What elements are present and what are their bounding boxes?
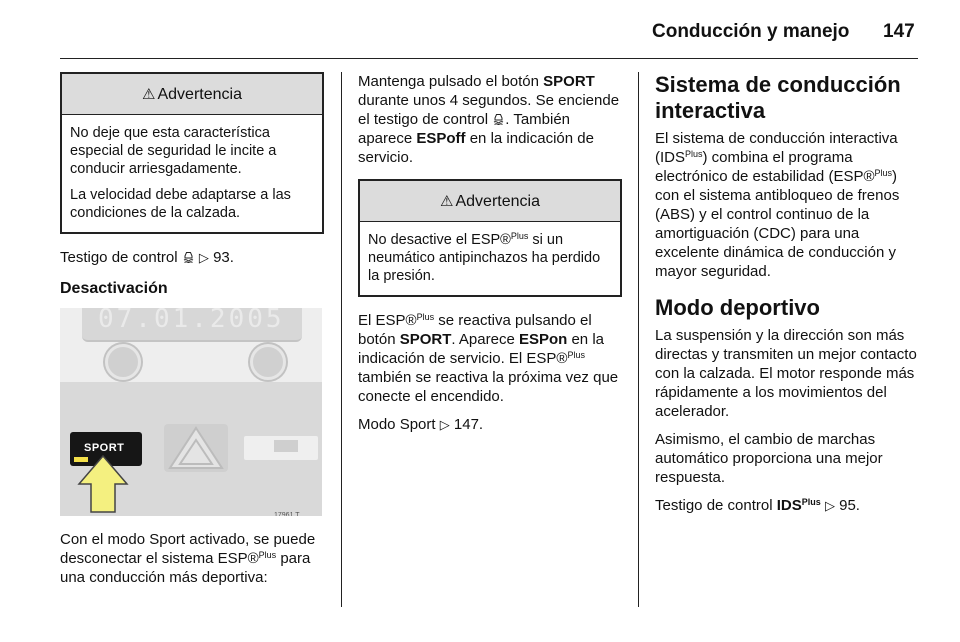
plus-sup: Plus — [801, 497, 821, 507]
ids-b: ) combina el programa electrónico de estabilidad (ESP® — [655, 149, 875, 185]
warning-triangle-icon: ⚠ — [440, 192, 454, 210]
modo-sport-ref-page: 147. — [453, 416, 484, 433]
column-2 — [358, 72, 622, 443]
warning-header-2 — [360, 181, 620, 222]
espon-keyword: ESPon — [518, 331, 568, 348]
column-1 — [60, 72, 324, 596]
react-d: . Aparece — [451, 331, 519, 348]
dashboard-photo — [60, 308, 322, 516]
plus-sup: Plus — [416, 312, 435, 322]
react-f: en la indicación de servicio. El ESP® — [358, 331, 604, 367]
instr-d: . También aparece — [358, 111, 571, 147]
modo-sport-label: Modo Sport — [358, 416, 436, 433]
reference-arrow-icon: ▷ — [439, 417, 450, 432]
reference-arrow-icon: ▷ — [198, 250, 209, 265]
modo-deportivo-text-2: Asimismo, el cambio de marchas automático proporciona una mejor respuesta. — [655, 431, 883, 486]
ids-keyword-text: IDS — [776, 497, 802, 514]
modo-sport-reference — [358, 415, 622, 434]
ids-testigo-label: Testigo de control — [655, 497, 777, 514]
hazard-button — [164, 424, 228, 472]
ids-testigo-reference — [655, 496, 920, 515]
ids-a: El sistema de conducción interactiva (IDS — [655, 130, 898, 166]
section-title-modo-deportivo: Modo deportivo — [655, 295, 820, 320]
testigo-ref-page: 93. — [213, 249, 234, 266]
sport-instructions — [358, 72, 622, 167]
section-title-ids: Sistema de conducción interactiva — [655, 72, 901, 123]
intro-text: Con el modo Sport activado, se puede desconectar el sistema ESP® — [60, 531, 316, 567]
warning-heading-2: Advertencia — [455, 192, 540, 210]
testigo-label: Testigo de control — [60, 249, 178, 266]
reference-arrow-icon: ▷ — [824, 498, 835, 513]
warning-heading: Advertencia — [157, 85, 242, 103]
warning-body-2 — [360, 222, 620, 295]
sport-button-label: SPORT — [84, 442, 125, 454]
column-divider-2 — [638, 72, 639, 607]
ids-ref-page: 95. — [839, 497, 860, 514]
right-knob — [250, 344, 286, 380]
photo-id: 17961 T — [274, 512, 300, 516]
warn-a: No desactive el ESP® — [368, 232, 511, 248]
warning-text-2: La velocidad debe adaptarse a las condiciones de la calzada. — [70, 187, 291, 221]
warning-box — [60, 72, 324, 234]
instr-c: durante unos 4 segundos. Se enciende el testigo de control — [358, 92, 620, 128]
hazard-triangle-icon — [164, 424, 228, 472]
column-3 — [655, 72, 920, 524]
warn-b: si un neumático antipinchazos ha perdido la presión. — [368, 232, 601, 284]
column-divider-1 — [341, 72, 342, 607]
plus-sup: Plus — [510, 231, 529, 241]
warning-text-3 — [368, 231, 612, 285]
plus-sup-2: Plus — [567, 350, 585, 360]
header-title: Conducción y manejo — [652, 21, 850, 42]
react-b: se reactiva pulsando el botón — [358, 312, 592, 348]
modo-deportivo-text-1: La suspensión y la dirección son más directas y transmiten un mejor contacto con la calzada. El motor responde más rápidamente a los movimientos del acelerador. — [655, 327, 917, 420]
warning-triangle-icon: ⚠ — [142, 85, 156, 103]
page-number: 147 — [883, 21, 915, 42]
espoff-keyword: ESPoff — [416, 130, 466, 147]
console-slot — [244, 436, 318, 460]
instr-f: en la indicación de servicio. — [358, 130, 594, 166]
slot-label — [274, 440, 298, 452]
instr-a: Mantenga pulsado el botón — [358, 73, 544, 90]
react-a: El ESP® — [358, 312, 417, 329]
esp-reactivation — [358, 311, 622, 406]
sport-keyword-2: SPORT — [399, 331, 452, 348]
intro-tail: para una conducción más deportiva: — [60, 550, 311, 586]
plus-sup-2: Plus — [874, 168, 893, 178]
warning-text-1: No deje que esta característica especial de seguridad le incite a conducir arriesgadamente. — [70, 125, 277, 177]
dashboard-display — [82, 308, 302, 342]
ids-keyword — [777, 497, 821, 514]
header-rule — [60, 58, 918, 59]
plus-sup: Plus — [258, 550, 277, 560]
ids-description — [655, 129, 920, 281]
esp-skid-car-icon — [182, 250, 195, 263]
plus-sup: Plus — [685, 149, 703, 159]
warning-body — [62, 115, 322, 232]
sport-keyword: SPORT — [543, 73, 595, 90]
display-date-text: 07.01.2005 — [98, 308, 285, 334]
warning-header — [62, 74, 322, 115]
testigo-reference — [60, 248, 324, 267]
react-g: también se reactiva la próxima vez que conecte el encendido. — [358, 369, 619, 405]
esp-skid-car-icon — [492, 112, 505, 125]
pointer-arrow-icon — [77, 454, 129, 514]
ids-c: ) con el sistema antibloqueo de frenos (ABS) y el control continuo de la amortiguación (CDC) para una excelente dinámica de conducción y mayor seguridad. — [655, 168, 900, 280]
section-heading-desactivacion: Desactivación — [60, 280, 168, 297]
sport-mode-intro — [60, 530, 324, 587]
warning-box-2 — [358, 179, 622, 297]
left-knob — [105, 344, 141, 380]
